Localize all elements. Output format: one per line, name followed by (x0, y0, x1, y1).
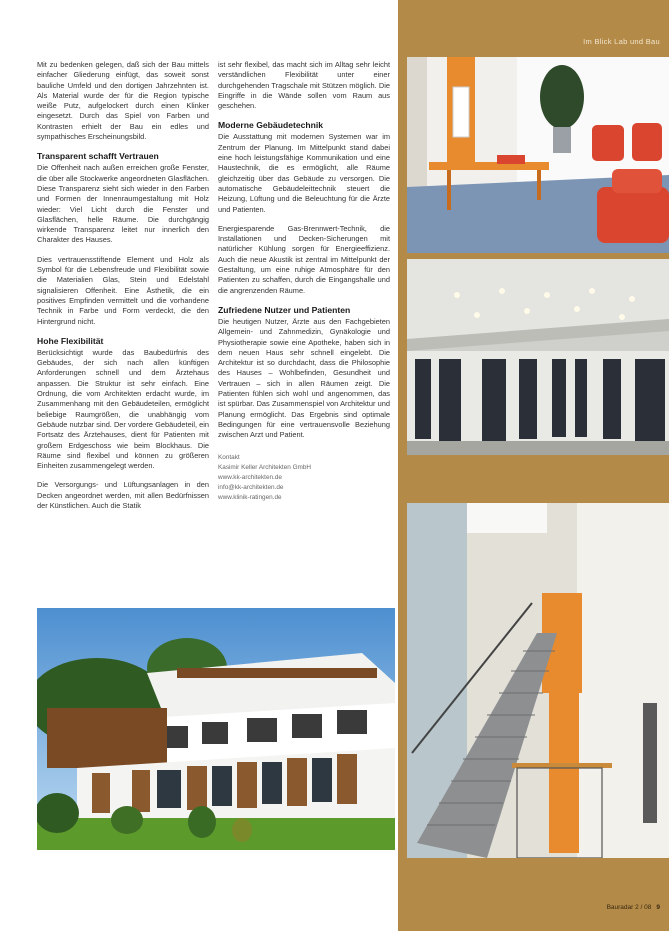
entrance-hall-illustration (407, 259, 669, 455)
body-paragraph: Die heutigen Nutzer, Ärzte aus den Fachgebieten Allgemein- und Zahnmedizin, Gynäkologie und Physiotherapie sowie eine Apotheke, haben sich in dem neuen Haus sehr schnell eingelebt. Die Architektur ist so durchdacht, dass die Philosophie des Hauses – Wohlbefinden, Gesundheit und Vertrauen – sich in allen Räumen zeigt. Die Patienten fühlen sich wohl und angenommen, das ist spürbar. Das Zusammenspiel von Architektur und Planung ermöglicht. Das Ergebnis sind optimale Bedingungen für eine vertrauensvolle Beziehung zwischen Arzt und Patient. (218, 316, 390, 440)
staircase-illustration (407, 503, 669, 858)
section-heading: Transparent schafft Vertrauen (37, 151, 159, 162)
body-paragraph: Mit zu bedenken gelegen, daß sich der Bau mittels einfacher Gliederung einfügt, das soweit sonst bauliche Umfeld und den dortigen Jahrzehnten ist. Als Material wurde der für die Region typische weiße Putz, aufgelockert durch einen Klinker eingesetzt. Durch das Spiel von Farben und Kontrasten erhielt der Bau ein edles und sympathisches Erscheinungsbild. (37, 60, 209, 142)
section-heading: Hohe Flexibilität (37, 335, 104, 346)
magazine-name: Bauradar 2 / 08 (606, 904, 652, 911)
credits-line: info@kk-architekten.de (218, 483, 284, 491)
building-exterior-illustration (37, 608, 395, 850)
waiting-room-illustration (407, 57, 669, 253)
page-number: 9 (656, 904, 660, 911)
credits-line: www.klinik-ratingen.de (218, 493, 282, 501)
body-paragraph: ist sehr flexibel, das macht sich im Alltag sehr leicht verständlichen Flexibilität unter einer durchgehenden Tragschale mit Stützen möglich. Die Eingriffe in die Wände sollen vom Raum aus geschehen. (218, 60, 390, 111)
credits-heading: Kontakt (218, 453, 240, 461)
body-paragraph: Die Versorgungs- und Lüftungsanlagen in den Decken angeordnet werden, mit allen Bedürfnissen der Künstlichen. Auch die Statik (37, 480, 209, 510)
waiting-room-photo (407, 57, 669, 253)
section-heading: Zufriedene Nutzer und Patienten (218, 304, 351, 315)
body-paragraph: Die Offenheit nach außen erreichen große Fenster, die über alle Stockwerke angeordneten Glasflächen. Diese Transparenz sieht sich wieder in den Farben und Formen der Innenraumgestaltung mit Holz wieder: Viel Licht durch die Fenster und Glasflächen, helle Räume. Die durchgängig wirkende Transparenz leitet nur innerlich den Charakter des Hauses. (37, 163, 209, 245)
credits-line: Kasimir Keller Architekten GmbH (218, 463, 312, 471)
credits-line: www.kk-architekten.de (218, 473, 282, 481)
section-heading: Moderne Gebäudetechnik (218, 120, 324, 131)
text-column-right (218, 60, 390, 503)
page-footer (560, 904, 660, 911)
body-paragraph: Berücksichtigt wurde das Baubedürfnis des Gebäudes, der sich nach allen künftigen Anforderungen schnell und dem Ärztehaus anpassen. Die Struktur ist sehr einfach. Eine Ordnung, die vom Architekten erdacht wurde, im Zusammenhang mit den Gebäudeteilen, ermöglicht beliebige Raumgrößen, die unabhängig vom Gebäude nutzbar sind. Der vordere Gebäudeteil, ein Fortsatz des Ärztehauses, dient für Patienten mit großem Erdgeschoss wie beim Blockhaus. Die Räume sind flexibel und können zu größeren Einheiten zusammengelegt werden. (37, 347, 209, 471)
body-paragraph: Dies vertrauensstiftende Element und Holz als Symbol für die Lebensfreude und Flexibilität sowie die Materialien Glas, Stein und Edelstahl signalisieren Offenheit. Eine Ästhetik, die ein positives Empfinden vermittelt und die vorhandene Technik in Farbe und Form verdeckt, die den Hintergrund nicht. (37, 254, 209, 326)
body-paragraph: Die Ausstattung mit modernen Systemen war im Zentrum der Planung. Im Mittelpunkt stand dabei eine hoch leistungsfähige Kommunikation und eine Haustechnik, die es ermöglicht, alle Räume gleichzeitig über das Gebäude zu versorgen. Die automatische Gebäudeleittechnik steuert die Heizung, Lüftung und die Beleuchtung für die Ärzte und Patienten. (218, 132, 390, 214)
credits-block (218, 453, 390, 503)
text-column-left (37, 60, 209, 520)
section-tag: Im Blick Lab und Bau (583, 37, 660, 46)
staircase-photo (407, 503, 669, 858)
entrance-hall-photo (407, 259, 669, 455)
building-exterior-photo (37, 608, 395, 850)
body-paragraph: Energiesparende Gas-Brennwert-Technik, die Installationen und Decken-Sicherungen mit natürlicher Kühlung sorgen für Energieeffizienz. Auch die neue Akustik ist zentral im Mittelpunkt der Gestaltung, um eine ruhige Atmosphäre für den Patienten zu schaffen, durch die Eingangshalle und die angrenzenden Räume. (218, 223, 390, 295)
